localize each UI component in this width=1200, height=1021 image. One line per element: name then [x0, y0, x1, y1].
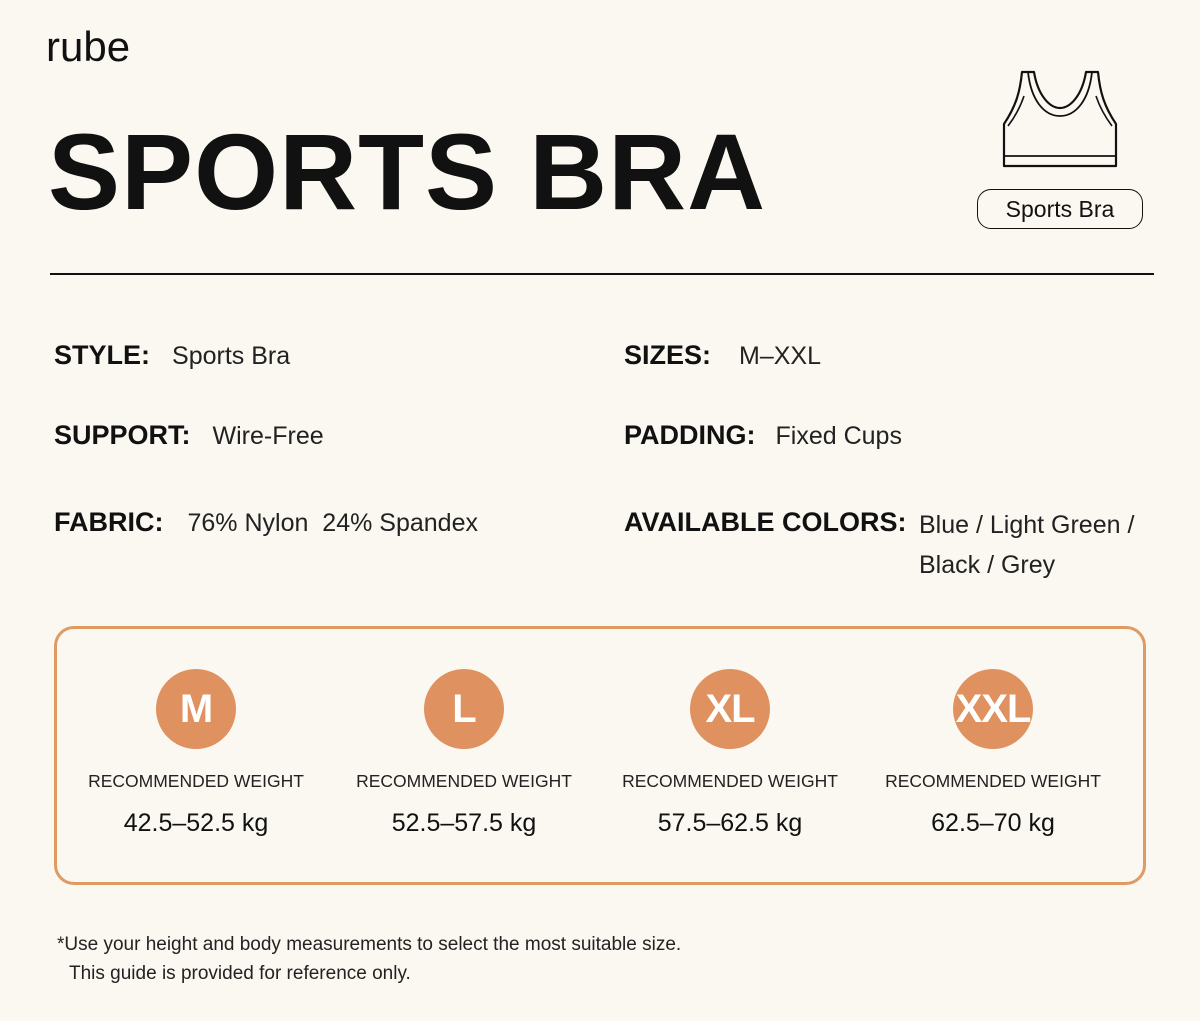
- size-weight-range: 62.5–70 kg: [931, 809, 1055, 837]
- size-weight-range: 57.5–62.5 kg: [657, 809, 803, 837]
- header-divider: [50, 273, 1154, 275]
- size-caption: RECOMMENDED WEIGHT: [356, 771, 572, 791]
- spec-fabric-value: 76% Nylon 24% Spandex: [187, 509, 478, 537]
- size-badge: L: [424, 669, 504, 749]
- spec-sizes-label: SIZES:: [624, 340, 712, 370]
- spec-padding-label: PADDING:: [624, 420, 756, 450]
- spec-support: [54, 420, 324, 451]
- footnote-line-1: *Use your height and body measurements to select the most suitable size.: [57, 934, 682, 955]
- spec-style-label: STYLE:: [54, 340, 151, 370]
- spec-style-value: Sports Bra: [172, 342, 291, 370]
- footnote-line-2: This guide is provided for reference only.: [69, 963, 411, 984]
- spec-padding: [624, 420, 902, 451]
- spec-colors: [624, 507, 907, 538]
- size-badge: XXL: [953, 669, 1033, 749]
- brand-logo: rube: [46, 23, 131, 70]
- size-item-l: [334, 629, 594, 882]
- spec-support-label: SUPPORT:: [54, 420, 191, 450]
- size-item-m: [66, 629, 326, 882]
- spec-fabric-label: FABRIC:: [54, 507, 164, 537]
- spec-fabric: [54, 507, 478, 538]
- size-weight-range: 52.5–57.5 kg: [391, 809, 537, 837]
- size-badge: M: [156, 669, 236, 749]
- spec-colors-value: Blue / Light Green / Black / Grey: [919, 511, 1135, 579]
- spec-support-value: Wire-Free: [212, 422, 324, 450]
- spec-colors-label: AVAILABLE COLORS:: [624, 507, 907, 537]
- size-chart-card: [54, 626, 1146, 885]
- footnote: [57, 930, 681, 988]
- sports-bra-icon: [1000, 66, 1120, 172]
- spec-sizes: [624, 340, 821, 371]
- size-caption: RECOMMENDED WEIGHT: [88, 771, 304, 791]
- spec-sizes-value: M–XXL: [739, 342, 821, 370]
- product-type-badge: Sports Bra: [977, 189, 1143, 229]
- spec-style: [54, 340, 290, 371]
- size-caption: RECOMMENDED WEIGHT: [885, 771, 1101, 791]
- size-caption: RECOMMENDED WEIGHT: [622, 771, 838, 791]
- page-title: SPORTS BRA: [48, 111, 767, 232]
- spec-padding-value: Fixed Cups: [775, 422, 902, 450]
- size-badge: XL: [690, 669, 770, 749]
- size-weight-range: 42.5–52.5 kg: [123, 809, 269, 837]
- size-item-xxl: [863, 629, 1123, 882]
- size-item-xl: [600, 629, 860, 882]
